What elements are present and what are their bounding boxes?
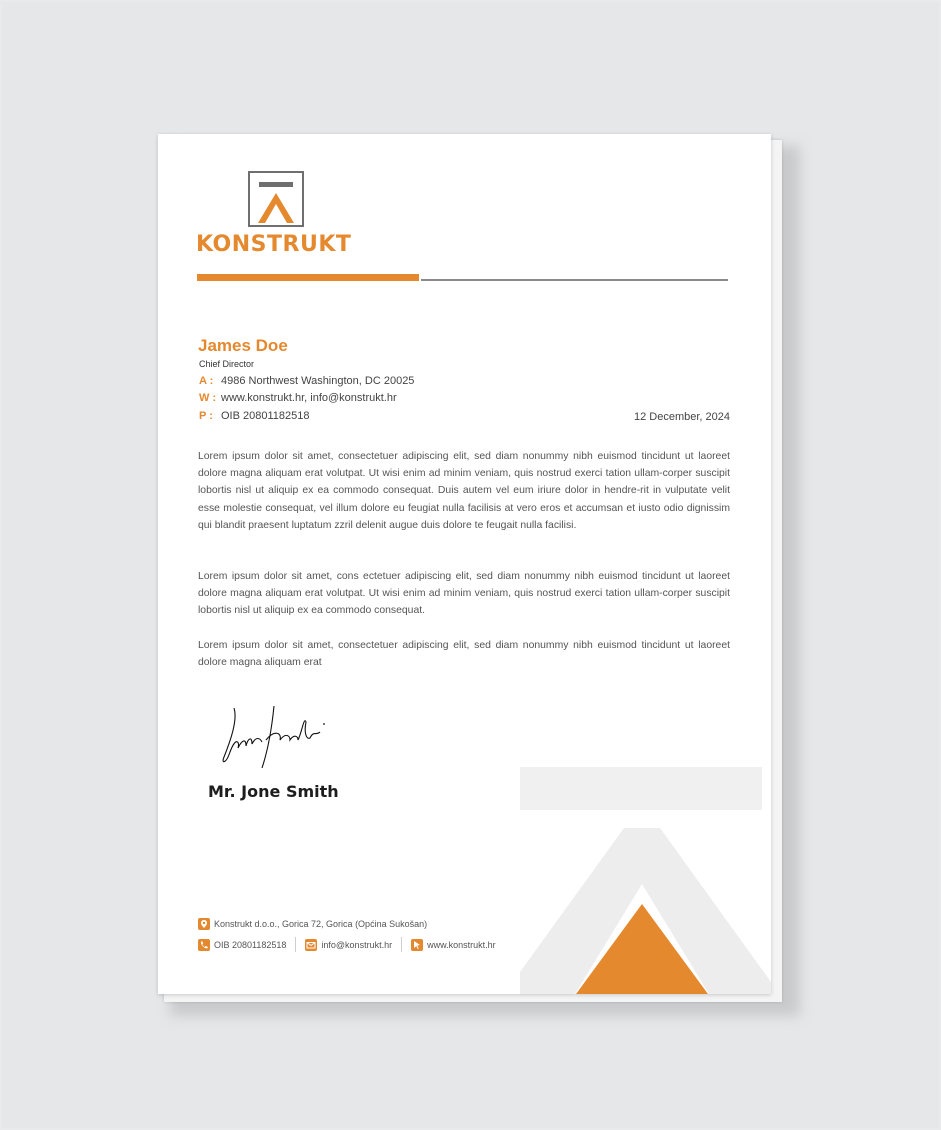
phone-icon — [198, 939, 210, 951]
footer-oib: OIB 20801182518 — [214, 939, 287, 950]
signer-name: Mr. Jone Smith — [208, 782, 339, 801]
footer-email: info@konstrukt.hr — [321, 939, 393, 950]
footer-contact-row — [198, 937, 496, 952]
decorative-chevron-graphic — [520, 822, 771, 994]
chevron-up-icon — [250, 173, 302, 225]
body-paragraph-1: Lorem ipsum dolor sit amet, consectetuer adipiscing elit, sed diam nonummy nibh euismod tincidunt ut laoreet dolore magna aliquam erat volutpat. Ut wisi enim ad minim veniam, quis nostrud exerci tation ullam-corper suscipit lobortis nisl ut aliquip ex ea commodo consequat. Duis autem vel eum iriure dolor in hendre-rit in vulputate velit esse molestie consequat, vel illum dolore eu feugiat nulla facilisis at vero eros et accumsan et iusto odio dignissim qui blandit praesent luptatum zzril delenit augue duis dolore te feugait nulla facilisi. — [198, 451, 730, 531]
footer-divider — [295, 937, 296, 952]
handwritten-signature — [216, 702, 336, 774]
cursor-icon — [411, 939, 423, 951]
letter-date: 12 December, 2024 — [633, 411, 730, 423]
sender-phone: OIB 20801182518 — [221, 410, 310, 422]
mail-icon — [305, 939, 317, 951]
sender-title: Chief Director — [199, 359, 255, 369]
header-rule — [421, 279, 728, 281]
body-paragraph-3: Lorem ipsum dolor sit amet, consectetuer adipiscing elit, sed diam nonummy nibh euismod tincidunt ut laoreet dolore magna aliquam erat — [198, 640, 730, 669]
footer-website: www.konstrukt.hr — [427, 939, 496, 950]
sender-web: www.konstrukt.hr, info@konstrukt.hr — [221, 392, 397, 404]
location-pin-icon — [198, 918, 210, 930]
decorative-gray-block — [520, 767, 762, 810]
letterhead-page — [158, 134, 771, 994]
address-label: A : — [199, 375, 214, 387]
phone-label: P : — [199, 410, 213, 422]
body-paragraph-2: Lorem ipsum dolor sit amet, cons ectetuer adipiscing elit, sed diam nonummy nibh euismod tincidunt ut laoreet dolore magna aliquam erat volutpat. Ut wisi enim ad minim veniam, quis nostrud exerci tation ullam-corper suscipit lobortis nisl ut aliquip ex ea commodo consequat. — [198, 571, 730, 617]
sender-name: James Doe — [198, 336, 288, 355]
sender-address-row — [199, 375, 414, 387]
footer-address: Konstrukt d.o.o., Gorica 72, Gorica (Općina Sukošan) — [214, 919, 428, 929]
sender-phone-row — [199, 410, 309, 422]
web-label: W : — [199, 392, 217, 404]
sender-address: 4986 Northwest Washington, DC 20025 — [221, 375, 415, 387]
sender-web-row — [199, 392, 397, 404]
header-rule-accent — [197, 274, 419, 281]
footer-divider — [401, 937, 402, 952]
brand-name: KONSTRUKT — [196, 232, 352, 257]
footer-address-row — [198, 918, 427, 930]
logo-mark — [248, 171, 304, 227]
